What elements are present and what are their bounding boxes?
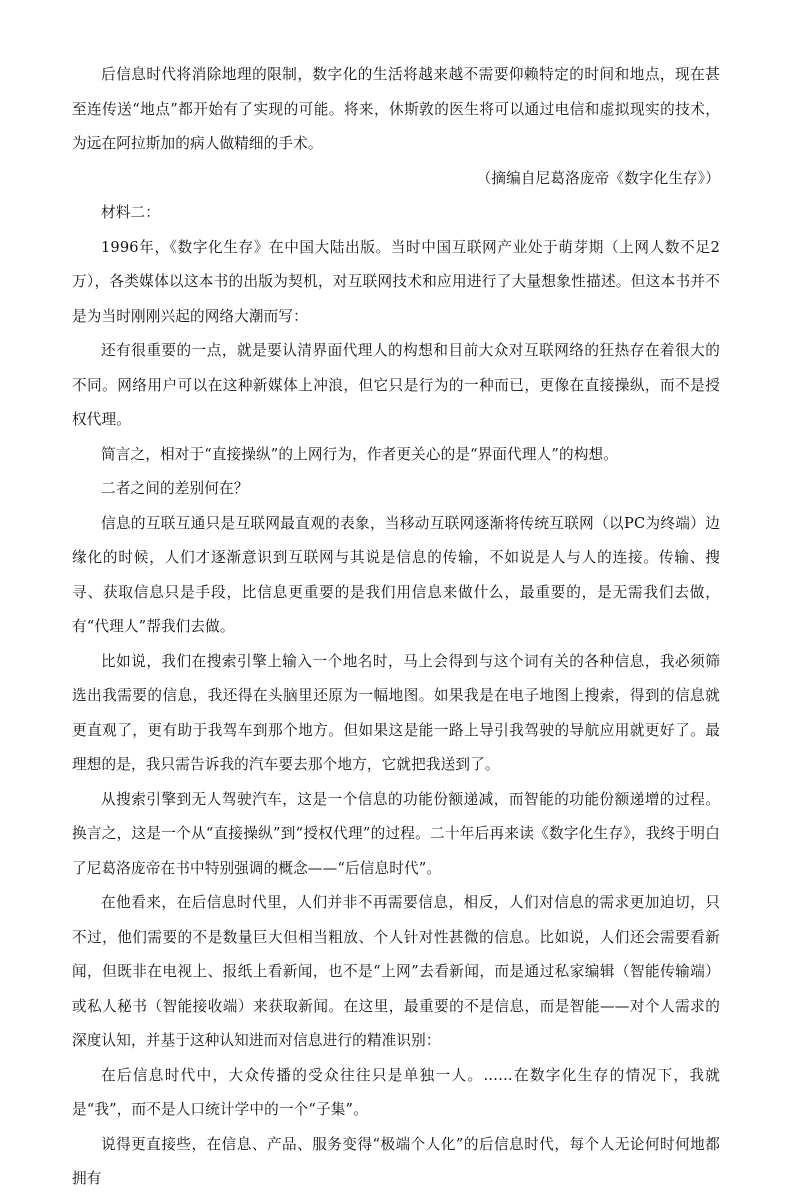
paragraph-question: 二者之间的差别何在？ bbox=[101, 480, 249, 497]
source-citation: （摘编自尼葛洛庞帝《数字化生存》） bbox=[476, 169, 720, 187]
paragraph-interconnection: 信息的互联互通只是互联网最直观的表象，当移动互联网逐渐将传统互联网（以PC为终端）边缘化的时候，人们才逐渐意识到互联网与其说是信息的传输，不如说是人与人的连接。传输、搜寻、获取信息只是手段，比信息更重要的是我们用信息来做什么，最重要的，是无需我们去做，有“代理人”帮我们去做。 bbox=[72, 514, 720, 635]
paragraph-search-to-driverless: 从搜索引擎到无人驾驶汽车，这是一个信息的功能份额递减，而智能的功能份额递增的过程。换言之，这是一个从“直接操纵”到“授权代理”的过程。二十年后再来读《数字化生存》，我终于明白了尼葛洛庞帝在书中特别强调的概念——“后信息时代”。 bbox=[72, 790, 720, 877]
paragraph-in-his-view: 在他看来，在后信息时代里，人们并非不再需要信息，相反，人们对信息的需求更加迫切，只不过，他们需要的不是数量巨大但相当粗放、个人针对性甚微的信息。比如说，人们还会需要看新闻，但既非在电视上、报纸上看新闻，也不是“上网”去看新闻，而是通过私家编辑（智能传输端）或私人秘书（智能接收端）来获取新闻。在这里，最重要的不是信息，而是智能——对个人需求的深度认知，并基于这种认知进而对信息进行的精准识别： bbox=[72, 894, 720, 1049]
paragraph-in-short: 简言之，相对于“直接操纵”的上网行为，作者更关心的是“界面代理人”的构想。 bbox=[101, 445, 618, 463]
paragraph-quote-interface-agent: 还有很重要的一点，就是要认清界面代理人的构想和目前大众对互联网络的狂热存在着很大的不同。网络用户可以在这种新媒体上冲浪，但它只是行为的一种而已，更像在直接操纵，而不是授权代理。 bbox=[72, 342, 720, 428]
paragraph-1996-publication: 1996年，《数字化生存》在中国大陆出版。当时中国互联网产业处于萌芽期（上网人数不足2万），各类媒体以这本书的出版为契机，对互联网技术和应用进行了大量想象性描述。但这本书并不是为当时刚刚兴起的网络大潮而写： bbox=[72, 238, 720, 325]
document-body bbox=[72, 58, 720, 1197]
paragraph-search-example: 比如说，我们在搜索引擎上输入一个地名时，马上会得到与这个词有关的各种信息，我必须筛选出我需要的信息，我还得在头脑里还原为一幅地图。如果我是在电子地图上搜索，得到的信息就更直观了，更有助于我驾车到那个地方。但如果这是能一路上导引我驾驶的导航应用就更好了。最理想的是，我只需告诉我的汽车要去那个地方，它就把我送到了。 bbox=[72, 652, 720, 773]
section-heading-material-two: 材料二： bbox=[101, 204, 160, 221]
paragraph-more-directly: 说得更直接些，在信息、产品、服务变得“极端个人化”的后信息时代，每个人无论何时何地都拥有 bbox=[72, 1135, 720, 1187]
paragraph-post-information-age: 后信息时代将消除地理的限制，数字化的生活将越来越不需要仰赖特定的时间和地点，现在甚至连传送“地点”都开始有了实现的可能。将来，休斯敦的医生将可以通过电信和虚拟现实的技术，为远在阿拉斯加的病人做精细的手术。 bbox=[72, 66, 720, 152]
paragraph-quote-audience: 在后信息时代中，大众传播的受众往往只是单独一人。……在数字化生存的情况下，我就是“我”，而不是人口统计学中的一个“子集”。 bbox=[72, 1066, 720, 1118]
